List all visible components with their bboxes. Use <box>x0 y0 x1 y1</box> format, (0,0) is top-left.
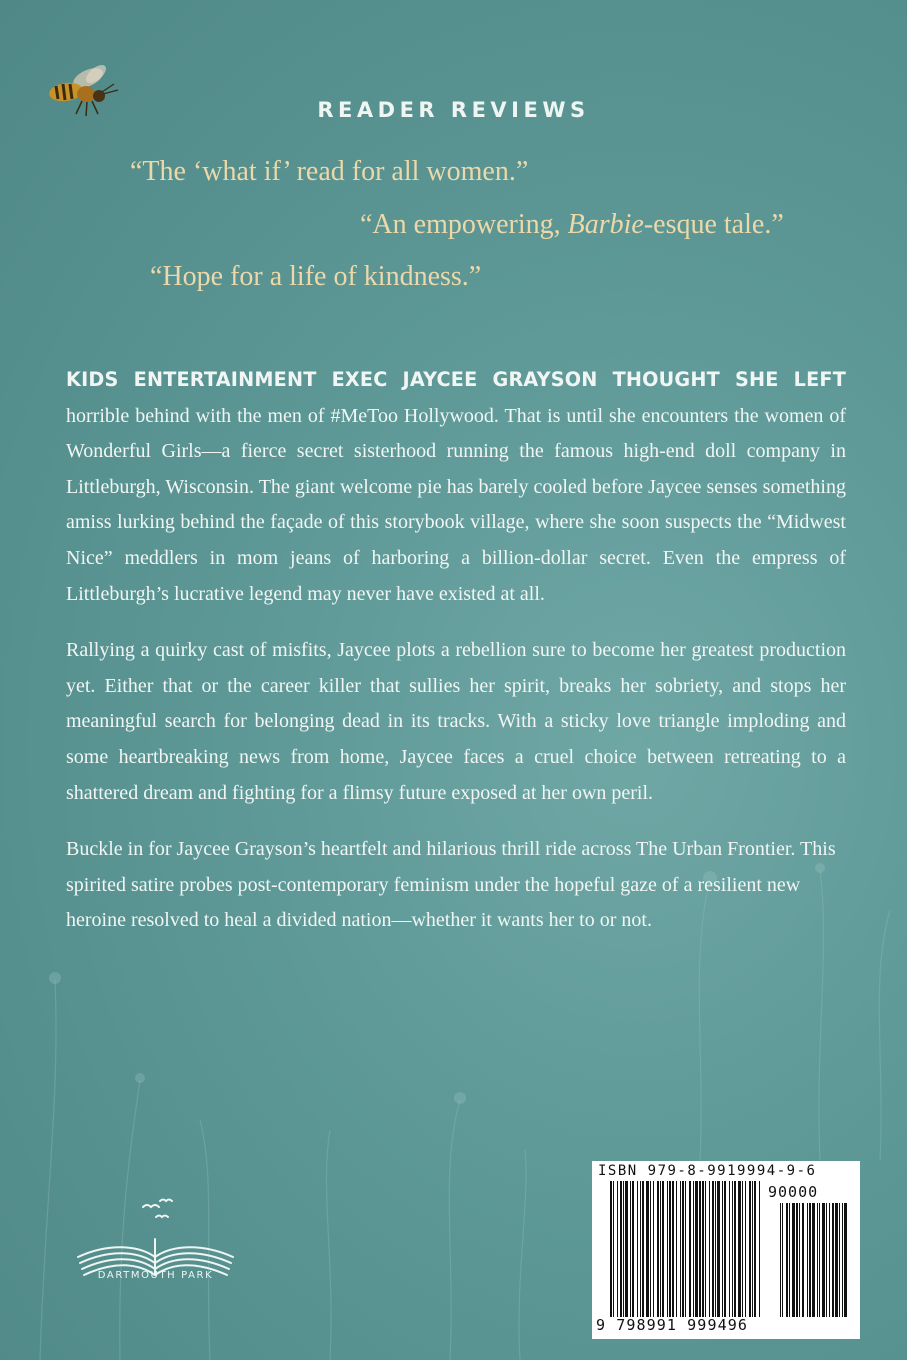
review-quote-2-end: -esque tale.” <box>643 209 784 240</box>
isbn-barcode-panel <box>592 1161 860 1339</box>
isbn-text: ISBN 979-8-9919994-9-6 <box>598 1163 817 1179</box>
book-description <box>66 362 846 960</box>
description-paragraph-1-text: horrible behind with the men of #MeToo Hollywood. That is until she encounters the women of Wonderful Girls—a fierce secret sisterhood running the famous high-end doll company in Littleburgh, Wisconsin. The giant welcome pie has barely cooled before Jaycee senses something amiss lurking behind the façade of this storybook village, where she soon suspects the “Midwest Nice” meddlers in mom jeans of harboring a billion-dollar secret. Even the empress of Littleburgh’s lucrative legend may never have existed at all. <box>66 404 846 605</box>
description-paragraph-2: Rallying a quirky cast of misfits, Jaycee plots a rebellion sure to become her greatest production yet. Either that or the career killer that sullies her spirit, breaks her sobriety, and stops her meaningful search for belonging dead in its tracks. With a sticky love triangle imploding and some heartbreaking news from home, Jaycee faces a cruel choice between retreating to a shattered dream and fighting for a flimsy future exposed at her own peril. <box>66 639 846 804</box>
review-quote-2-italic: Barbie <box>567 209 644 240</box>
reader-reviews-heading: READER REVIEWS <box>317 98 590 122</box>
ean-digits: 9 798991 999496 <box>596 1316 748 1334</box>
barcode-icon <box>610 1181 850 1317</box>
description-lead-in: KIDS ENTERTAINMENT EXEC JAYCEE GRAYSON THOUGHT SHE LEFT <box>66 368 846 391</box>
review-quote-1: “The ‘what if’ read for all women.” <box>130 156 529 187</box>
price-code: 90000 <box>768 1183 819 1201</box>
review-quote-3: “Hope for a life of kindness.” <box>150 261 482 292</box>
review-quote-2 <box>360 209 784 241</box>
publisher-name: DARTMOUTH PARK <box>97 1270 214 1281</box>
description-paragraph-1 <box>66 362 846 612</box>
review-quote-2-start: “An empowering, <box>360 209 568 240</box>
description-paragraph-3: Buckle in for Jaycee Grayson’s heartfelt and hilarious thrill ride across The Urban Frontier. This spirited satire probes post-contemporary feminism under the hopeful gaze of a resilient new heroine resolved to heal a divided nation—whether it wants her to or not. <box>66 838 836 932</box>
